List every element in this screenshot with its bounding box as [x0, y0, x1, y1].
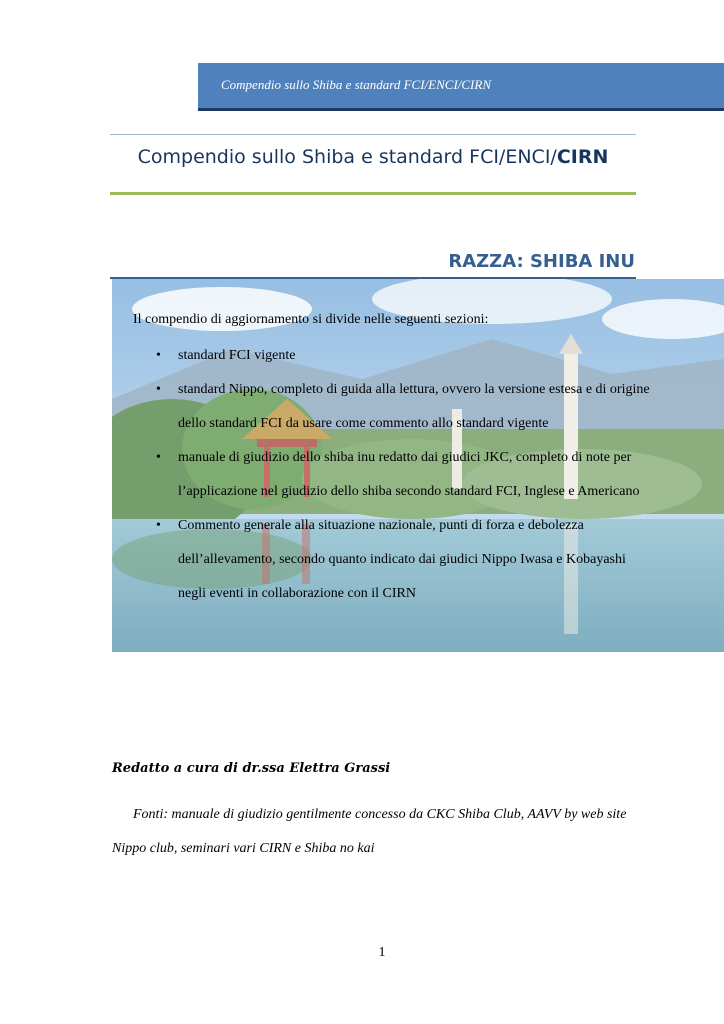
page-title-text: Compendio sullo Shiba e standard FCI/ENCI/: [137, 146, 557, 168]
list-item: • Commento generale alla situazione nazionale, punti di forza e debolezza dell’allevamento, secondo quanto indicato dai giudici Nippo Iwasa e Kobayashi negli eventi in collaborazione con il CIRN: [112, 509, 652, 611]
list-item: • standard FCI vigente: [112, 339, 652, 373]
sources-note: Fonti: manuale di giudizio gentilmente concesso da CKC Shiba Club, AAVV by web site Nippo club, seminari vari CIRN e Shiba no kai: [112, 807, 627, 856]
page-title-bold: CIRN: [556, 146, 609, 168]
sections-overview: [112, 279, 724, 652]
running-header: [198, 63, 724, 111]
section-heading: RAZZA: SHIBA INU: [448, 251, 635, 272]
background-photo: [112, 279, 724, 652]
page-title: [110, 146, 636, 168]
sections-list: [112, 339, 652, 611]
intro-text: Il compendio di aggiornamento si divide nelle seguenti sezioni:: [133, 312, 489, 327]
list-item: • standard Nippo, completo di guida alla lettura, ovvero la versione estesa e di origine dello standard FCI da usare come commento allo standard vigente: [112, 373, 652, 441]
author-line: Redatto a cura di dr.ssa Elettra Grassi: [112, 761, 391, 776]
title-top-rule: [110, 134, 636, 135]
title-bottom-rule: [110, 192, 636, 195]
page-number: 1: [378, 945, 386, 960]
running-header-text: Compendio sullo Shiba e standard FCI/ENCI/CIRN: [221, 77, 491, 92]
list-item: • manuale di giudizio dello shiba inu redatto dai giudici JKC, completo di note per l’applicazione nel giudizio dello shiba secondo standard FCI, Inglese e Americano: [112, 441, 652, 509]
